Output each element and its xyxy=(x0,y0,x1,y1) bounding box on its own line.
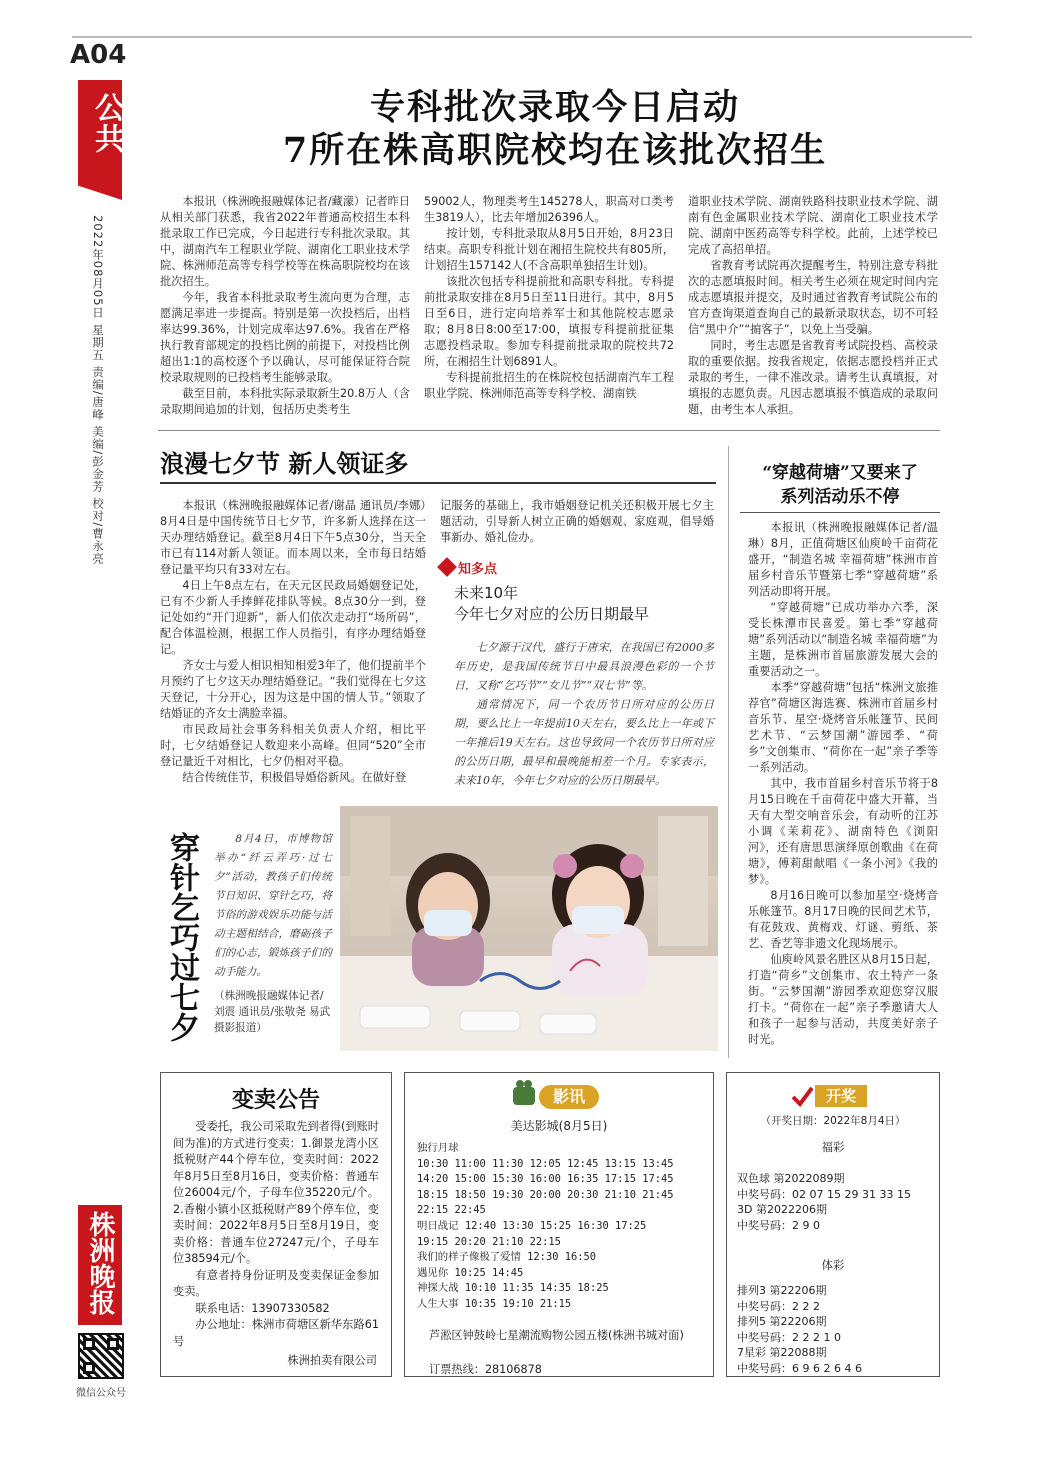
showtime-row xyxy=(417,1219,709,1235)
movie-times: 10:25 14:45 xyxy=(454,1266,524,1279)
movie-title: 明日战记 xyxy=(417,1219,459,1232)
paragraph: 仙庾岭风景名胜区从8月15日起，打造“荷乡”文创集市、农土特产一条街。“云梦国潮”游园季欢迎您穿汉服打卡。“荷你在一起”亲子季邀请大人和孩子一起参与活动，共度美好亲子时光。 xyxy=(748,953,938,1046)
hetang-rule xyxy=(740,512,940,513)
paragraph: 59002人，物理类考生145278人，职高对口类考生3819人），比去年增加26396人。 xyxy=(424,195,674,224)
lead-col-3 xyxy=(688,194,938,418)
paragraph: 记服务的基础上，我市婚姻登记机关还积极开展七夕主题活动，引导新人树立正确的婚姻观、家庭观，倡导婚事新办、婚礼俭办。 xyxy=(440,499,714,544)
auction-signature: 株洲拍卖有限公司 xyxy=(287,1354,377,1367)
lottery-date: （开奖日期：2022年8月4日） xyxy=(760,1115,906,1127)
result-line: 中奖号码：02 07 15 29 31 33 15 xyxy=(737,1187,911,1201)
paragraph: 七夕源于汉代，盛行于唐宋，在我国已有2000多年历史，是我国传统节日中最具浪漫色彩的一个节日，又称“乞巧节”“女儿节”“双七节”等。 xyxy=(454,641,714,692)
result-line: 双色球 第2022089期 xyxy=(737,1172,845,1185)
result-line: 排列5 第22206期 xyxy=(737,1315,827,1328)
zhiduodian-label: 知多点 xyxy=(458,562,498,577)
fucai-title: 福彩 xyxy=(821,1140,845,1154)
paragraph: 其中，我市首届乡村音乐节将于8月15日晚在千亩荷花中盛大开幕，当天有大型交响音乐会，有动听的江苏小调《茉莉花》、湖南特色《浏阳河》，还有唐思思演绎原创歌曲《在荷塘》，傅莉甜献唱《一条小河》《我的梦》。 xyxy=(748,777,938,886)
lead-col-2 xyxy=(424,194,674,402)
paragraph: 受委托，我公司采取先到者得(到账时间为准)的方式进行变卖：1.御景龙湾小区抵税财产44个停车位，变卖时间：2022年8月5日至8月16日，变卖价格：普通车位26004元/个，子母车位35220元/个。2.香榭小镇小区抵税财产89个停车位，变卖时间：2022年8月5日至8月19日，变卖价格：普通车位27247元/个，子母车位38594元/个。 xyxy=(173,1120,379,1265)
zhiduodian-body xyxy=(454,638,714,790)
page-number: A04 xyxy=(70,40,127,70)
movie-times: 10:30 11:00 11:30 12:05 12:45 13:15 13:45 xyxy=(417,1157,674,1170)
lead-headline-2: 7所在株高职院校均在该批次招生 xyxy=(282,130,828,171)
ticai-title: 体彩 xyxy=(821,1258,845,1272)
cinema-name: 美达影城(8月5日) xyxy=(510,1119,608,1133)
showtime-row xyxy=(417,1203,709,1219)
paragraph: 道职业技术学院、湖南铁路科技职业技术学院、湖南有色金属职业技术学院、湖南化工职业技术学院、湖南中医药高等专科学校。此前，上述学校已完成了高招单招。 xyxy=(688,195,938,256)
showtime-row xyxy=(417,1141,709,1157)
paragraph: 本季“穿越荷塘”包括“株洲文旅推荐官”荷塘区海选赛、株洲市首届乡村音乐节、星空·烧烤音乐帐篷节、民间艺术节、“云梦国潮”游园季、“荷乡”文创集市、“荷你在一起”亲子季等一系列活动。 xyxy=(748,681,938,774)
result-line: 中奖号码：2 9 0 xyxy=(737,1218,820,1232)
zhiduodian-title-1: 未来10年 xyxy=(454,584,519,602)
movie-times: 12:30 16:50 xyxy=(527,1251,596,1264)
auction-title: 变卖公告 xyxy=(231,1087,320,1113)
paragraph: 市民政局社会事务科相关负责人介绍，相比平时，七夕结婚登记人数迎来小高峰。但同“520”全市登记量近千对相比，七夕仍相对平稳。 xyxy=(160,723,426,768)
paragraph: 专科提前批招生的在株院校包括湖南汽车工程职业学院、株洲师范高等专科学校、湖南铁 xyxy=(424,371,674,400)
movie-times: 12:40 13:30 15:25 16:30 17:25 xyxy=(464,1219,647,1232)
paragraph: 本报讯（株洲晚报融媒体记者/藏濛）记者昨日从相关部门获悉，我省2022年普通高校招生本科批录取工作已完成，今日起进行专科批次录取。其中，湖南汽车工程职业学院、湖南化工职业技术学院、株洲师范高等专科学校等在株高职院校均在该批次招生。 xyxy=(160,195,410,288)
ticai-results xyxy=(737,1283,937,1376)
lottery-box xyxy=(726,1072,940,1377)
qr-caption: 微信公众号 xyxy=(76,1388,126,1399)
section-label: 公共 xyxy=(89,92,124,154)
lead-headline-1: 专科批次录取今日启动 xyxy=(369,87,740,128)
section-divider xyxy=(158,430,940,431)
result-line: 3D 第2022206期 xyxy=(737,1203,827,1216)
hetang-headline-2: 系列活动乐不停 xyxy=(780,487,900,507)
paper-logo-text: 株洲晚报 xyxy=(85,1211,115,1315)
fucai-results xyxy=(737,1171,937,1233)
result-line: 中奖号码：2 2 2 xyxy=(737,1299,820,1313)
qixi-col-2 xyxy=(440,498,714,546)
section-badge xyxy=(78,80,122,200)
movie-title: 遇见你 xyxy=(417,1266,449,1279)
qr-code xyxy=(78,1333,124,1379)
paragraph: “穿越荷塘”已成功举办六季，深受长株潭市民喜爱。第七季“穿越荷塘”系列活动以“制造名城 幸福荷塘”为主题，是株洲市首届旅游发展大会的重要活动之一。 xyxy=(748,601,938,678)
checkmark-icon xyxy=(791,1085,813,1107)
lead-col-1 xyxy=(160,194,410,418)
paragraph: 联系电话：13907330582 xyxy=(195,1301,330,1315)
paragraph: 该批次包括专科提前批和高职专科批。专科提前批录取安排在8月5日至11日进行。其中，8月5日至6日，进行定向培养军士和其他院校志愿录取；8月8日8:00至17:00，填报专科提前批征集志愿投档录取。参加专科提前批录取的院校共72所，在湘招生计划6891人。 xyxy=(424,275,674,368)
movie-times: 22:15 22:45 xyxy=(417,1204,486,1217)
header-rule xyxy=(72,36,972,38)
movie-times: 18:15 18:50 19:30 20:00 20:30 21:10 21:45 xyxy=(417,1188,674,1201)
movie-times: 19:15 20:20 21:10 22:15 xyxy=(417,1235,561,1248)
lottery-badge: 开奖 xyxy=(815,1085,867,1107)
paragraph: 本报讯（株洲晚报融媒体记者/谢晶 通讯员/李娜）8月4日是中国传统节日七夕节，许多新人选择在这一天办理结婚登记。截至8月4日下午5点30分，当天全市已有114对新人领证。而本周以来，全市每日结婚登记量平均只有33对左右。 xyxy=(160,499,426,576)
showtime-row xyxy=(417,1188,709,1204)
paragraph: 截至目前，本科批实际录取新生20.8万人（含录取期间追加的计划，包括历史类考生 xyxy=(160,387,410,416)
result-line: 排列3 第22206期 xyxy=(737,1284,827,1297)
zhiduodian-tag xyxy=(440,558,508,578)
showtime-row xyxy=(417,1297,709,1313)
film-camera-icon xyxy=(513,1087,535,1105)
cinema-box xyxy=(404,1072,714,1377)
showtime-row xyxy=(417,1172,709,1188)
paragraph: 本报讯（株洲晚报融媒体记者/温琳）8月，正值荷塘区仙庾岭千亩荷花盛开，“制造名城 幸福荷塘”株洲市首届乡村音乐节暨第七季“穿越荷塘”系列活动即将开展。 xyxy=(748,521,938,598)
photo-credit: （株洲晚报融媒体记者/刘震 通讯员/张敬尧 易武 摄影报道） xyxy=(214,990,331,1034)
cinema-badge: 影讯 xyxy=(539,1085,599,1109)
dateline: 2022年08月05日 星期五 责编/唐峰 美编/彭金芳 校对/曹永亮 xyxy=(91,215,105,565)
column-divider xyxy=(728,446,729,1058)
movie-times: 14:20 15:00 15:30 16:00 16:35 17:15 17:45 xyxy=(417,1173,674,1186)
showtime-row xyxy=(417,1157,709,1173)
photo-title: 穿针乞巧过七夕 xyxy=(164,832,199,1042)
showtimes-list xyxy=(417,1141,709,1313)
movie-times: 10:10 11:35 14:35 18:25 xyxy=(464,1282,609,1295)
qixi-col-1 xyxy=(160,498,426,786)
result-line: 中奖号码：2 2 2 1 0 xyxy=(737,1330,841,1344)
paper-logo xyxy=(78,1205,122,1325)
qixi-headline: 浪漫七夕节 新人领证多 xyxy=(160,449,409,478)
showtime-row xyxy=(417,1266,709,1282)
paragraph: 按计划，专科批录取从8月5日开始，8月23日结束。高职专科批计划在湘招生院校共有805所，计划招生157142人(不含高职单独招生计划)。 xyxy=(424,227,674,272)
paragraph: 4日上午8点左右，在天元区民政局婚姻登记处，已有不少新人手捧鲜花排队等候。8点30分一到，登记处如约“开门迎新”，新人们依次走动打“场所码”，配合体温检测，根据工作人员指引，有序办理结婚登记。 xyxy=(160,579,426,656)
result-line: 中奖号码：6 9 6 2 6 4 6 xyxy=(737,1361,862,1375)
paragraph: 省教育考试院再次提醒考生，特别注意专科批次的志愿填报时间。相关考生必须在规定时间内完成志愿填报并提交，及时通过省教育考试院公布的官方查询渠道查询自己的最新录取状态，切不可轻信“黑中介”“掮客子”，以免上当受骗。 xyxy=(688,259,938,336)
paragraph: 同时，考生志愿是省教育考试院投档、高校录取的重要依据。按我省规定，依据志愿投档并正式录取的考生，一律不准改录。请考生认真填报，对填报的志愿负责。凡因志愿填报不慎造成的录取问题，由考生本人承担。 xyxy=(688,339,938,416)
paragraph: 今年，我省本科批录取考生流向更为合理，志愿满足率进一步提高。特别是第一次投档后，出档率达99.36%，计划完成率达97.6%。我省在严格执行教育部规定的投档比例的前提下，对投档比例超出1:1的高校逐个予以确认，尽可能保证符合院校录取规则的已投档考生能够录取。 xyxy=(160,291,410,384)
showtime-row xyxy=(417,1281,709,1297)
auction-body xyxy=(173,1119,379,1350)
showtime-row xyxy=(417,1235,709,1251)
paragraph: 8月16日晚可以参加星空·烧烤音乐帐篷节。8月17日晚的民间艺术节，有花鼓戏、黄梅戏、灯谜、剪纸、茶艺、香艺等非遗文化现场展示。 xyxy=(748,889,938,950)
hetang-body xyxy=(748,520,938,1048)
movie-title: 神探大战 xyxy=(417,1282,459,1295)
cinema-phone: 订票热线：28106878 xyxy=(429,1363,542,1376)
qixi-rule xyxy=(160,482,716,484)
photo-illustration xyxy=(340,806,718,1051)
result-line: 7星彩 第22088期 xyxy=(737,1346,827,1359)
paragraph: 有意者持身份证明及变卖保证金参加变卖。 xyxy=(173,1268,379,1298)
photo-caption: 8月4日，市博物馆举办“纤云弄巧·过七夕”活动，教孩子们传统节日知识、穿针乞巧，将节俗的游戏娱乐功能与活动主题相结合，磨砺孩子们的心志，锻炼孩子们的动手能力。 xyxy=(214,833,332,978)
showtime-row xyxy=(417,1250,709,1266)
paragraph: 结合传统佳节，积极倡导婚俗新风。在做好登 xyxy=(182,771,407,784)
cinema-address: 芦淞区钟鼓岭七星潮流购物公园五楼(株洲书城对面) xyxy=(429,1329,684,1342)
paragraph: 通常情况下，同一个农历节日所对应的公历日期，要么比上一年提前10天左右，要么比上一年或下一年推后19天左右。这也导致同一个农历节日所对应的公历日期，最早和最晚能相差一个月。专家表示，未来10年，今年七夕对应的公历日期最早。 xyxy=(454,698,714,787)
movie-title: 人生大事 xyxy=(417,1297,459,1310)
paragraph: 齐女士与爱人相识相知相爱3年了，他们提前半个月预约了七夕这天办理结婚登记。“我们觉得在七夕这天登记，十分开心，因为这是中国的情人节。”领取了结婚证的齐女士满脸幸福。 xyxy=(160,659,426,720)
hetang-headline-1: “穿越荷塘”又要来了 xyxy=(762,463,918,483)
movie-title: 独行月球 xyxy=(417,1142,459,1154)
zhiduodian-title-2: 今年七夕对应的公历日期最早 xyxy=(454,605,650,623)
paragraph: 办公地址：株洲市荷塘区新华东路61号 xyxy=(173,1318,379,1348)
movie-title: 我们的样子像极了爱情 xyxy=(417,1251,521,1264)
auction-box xyxy=(160,1072,392,1377)
movie-times: 10:35 19:10 21:15 xyxy=(464,1297,572,1310)
qixi-photo xyxy=(340,806,718,1051)
